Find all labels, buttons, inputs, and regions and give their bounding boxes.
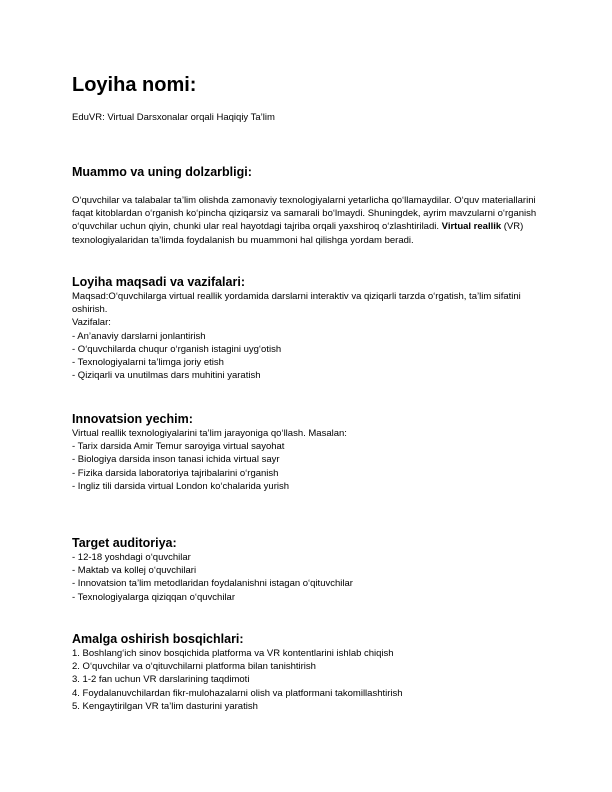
innovation-section bbox=[72, 411, 542, 493]
problem-section bbox=[72, 164, 542, 247]
list-item: 2. O‘quvchilar va o‘qituvchilarni platforma bilan tanishtirish bbox=[72, 661, 316, 673]
list-item: - Ingliz tili darsida virtual London ko‘chalarida yurish bbox=[72, 480, 290, 492]
steps-section bbox=[72, 631, 542, 713]
problem-text-start: O‘quvchilar va talabalar ta’lim olishda zamonaviy texnologiyalarni yetarlicha qo‘llamaydilar. O‘quv materiallarini faqat kitoblardan o‘rganish ko‘pincha qiziqarsiz va samarali bo‘lmaydi. Shuningdek, ayrim mavzularni o‘rganish o‘quvchilar uchun qiyin, chunki ular real hayotdagi tajriba orqali yaxshiroq o‘zlashtiriladi. bbox=[72, 195, 537, 233]
innovation-heading: Innovatsion yechim: bbox=[72, 412, 193, 426]
list-item: - Fizika darsida laboratoriya tajribalarini o‘rganish bbox=[72, 467, 279, 479]
list-item: - Texnologiyalarga qiziqqan o‘quvchilar bbox=[72, 591, 236, 603]
list-item: - O‘quvchilarda chuqur o‘rganish istagini uyg‘otish bbox=[72, 343, 282, 355]
problem-bold-term: Virtual reallik bbox=[441, 221, 502, 233]
problem-paragraph bbox=[72, 194, 542, 247]
list-item: 5. Kengaytirilgan VR ta’lim dasturini yaratish bbox=[72, 700, 258, 712]
list-item: - An’anaviy darslarni jonlantirish bbox=[72, 330, 206, 342]
innovation-intro: Virtual reallik texnologiyalarini ta’lim jarayoniga qo‘llash. Masalan: bbox=[72, 428, 347, 439]
list-item: - Innovatsion ta’lim metodlaridan foydalanishni istagan o‘qituvchilar bbox=[72, 578, 353, 590]
list-item: 1. Boshlang‘ich sinov bosqichida platforma va VR kontentlarini ishlab chiqish bbox=[72, 648, 394, 659]
goal-text: Maqsad:O‘quvchilarga virtual reallik yordamida darslarni interaktiv va qiziqarli tarzda o‘rgatish, ta’lim sifatini oshirish. bbox=[72, 291, 521, 316]
project-name: EduVR: Virtual Darsxonalar orqali Haqiqiy Ta’lim bbox=[72, 112, 275, 123]
list-item: - Texnologiyalarni ta’limga joriy etish bbox=[72, 357, 224, 369]
list-item: 4. Foydalanuvchilardan fikr-mulohazalarni olish va platformani takomillashtirish bbox=[72, 687, 403, 699]
steps-heading: Amalga oshirish bosqichlari: bbox=[72, 632, 244, 646]
goals-heading: Loyiha maqsadi va vazifalari: bbox=[72, 275, 245, 289]
list-item: - Maktab va kollej o‘quvchilari bbox=[72, 565, 197, 577]
problem-heading: Muammo va uning dolzarbligi: bbox=[72, 165, 252, 179]
audience-section bbox=[72, 535, 542, 604]
list-item: - 12-18 yoshdagi o‘quvchilar bbox=[72, 552, 191, 563]
problem-text-end: (VR) texnologiyalaridan ta’limda foydalanish bu muammoni hal qilishga yordam beradi. bbox=[72, 221, 524, 246]
tasks-label: Vazifalar: bbox=[72, 317, 111, 329]
list-item: - Qiziqarli va unutilmas dars muhitini yaratish bbox=[72, 370, 261, 382]
audience-heading: Target auditoriya: bbox=[72, 536, 177, 550]
list-item: - Biologiya darsida inson tanasi ichida virtual sayr bbox=[72, 454, 280, 466]
list-item: - Tarix darsida Amir Temur saroyiga virtual sayohat bbox=[72, 441, 285, 453]
goals-section bbox=[72, 274, 542, 382]
list-item: 3. 1-2 fan uchun VR darslarining taqdimoti bbox=[72, 674, 250, 686]
page-title: Loyiha nomi: bbox=[72, 74, 197, 96]
